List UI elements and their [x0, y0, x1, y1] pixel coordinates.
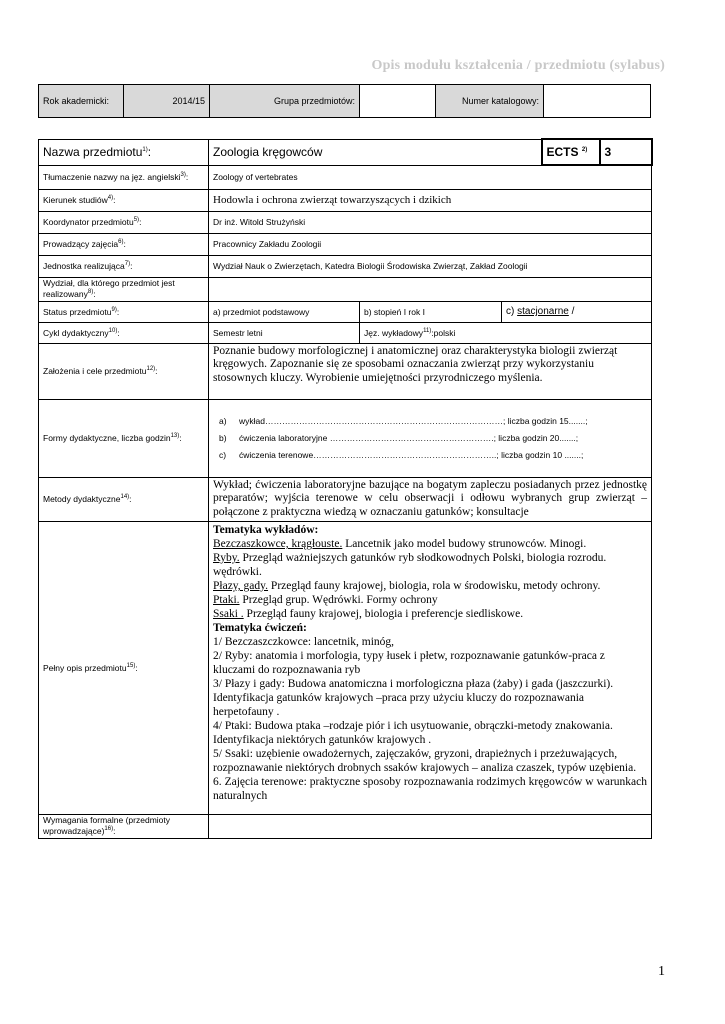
row-metody	[39, 477, 652, 521]
zal-label: Założenia i cele przedmiotu$^{12)}$:	[39, 343, 209, 399]
status-c: c) stacjonarne /	[502, 301, 652, 322]
wyklad-topic: Ptaki. Przegląd grup. Wędrówki. Formy ochrony	[213, 593, 438, 606]
wyklad-topic: Płazy, gady. Przegląd fauny krajowej, biologia, rola w środowisku, metody ochrony.	[213, 579, 601, 592]
wydz-value	[209, 277, 652, 301]
status-b: b) stopień I rok I	[360, 301, 502, 322]
row-wymagania	[39, 814, 652, 838]
top-info-bar	[38, 84, 651, 118]
document-title: Opis modułu kształcenia / przedmiotu (sylabus)	[371, 58, 665, 73]
pelny-label: Pełny opis przedmiotu$^{15)}$:	[39, 521, 209, 814]
prow-label: Prowadzący zajęcia$^{6)}$:	[39, 233, 209, 255]
rok-value: 2014/15	[124, 85, 210, 117]
forma-item: b) ćwiczenia laboratoryjne ………………………………………………….; liczba godzin 20.......;	[219, 432, 579, 443]
status-a: a) przedmiot podstawowy	[209, 301, 360, 322]
cwiczenie-topic: 1/ Bezczaszczkowce: lancetnik, minóg,	[213, 636, 395, 649]
zal-value: Poznanie budowy morfologicznej i anatomicznej oraz charakterystyka biologii zwierząt kręgowych. Zapoznanie się ze sposobami oznaczania zwierząt przy wykorzystaniu stosownych kluczy. Wyrobienie umiejętności przyrodniczego myślenia.	[209, 343, 652, 399]
koord-value: Dr inż. Witold Strużyński	[209, 211, 652, 233]
tlum-value: Zoology of vertebrates	[209, 165, 652, 189]
cykl-label: Cykl dydaktyczny$^{10)}$:	[39, 322, 209, 343]
wyklady-heading: Tematyka wykładów:	[213, 523, 319, 536]
wyklad-topic: Ssaki . Przegląd fauny krajowej, biologia i preferencje siedliskowe.	[213, 607, 524, 620]
row-cykl	[39, 322, 652, 343]
wydz-label: Wydział, dla którego przedmiot jest realizowany$^{8)}$:	[39, 277, 209, 301]
rok-label: Rok akademicki:	[39, 85, 124, 117]
row-kierunek	[39, 189, 652, 211]
row-formy	[39, 399, 652, 477]
row-wydzial	[39, 277, 652, 301]
cwiczenie-topic: 5/ Ssaki: uzębienie owadożernych, zajęczaków, gryzoni, drapieżnych i przeżuwających, rozpoznawanie niektórych drobnych ssaków krajowych – analiza czaszek, typów uzębienia.	[213, 748, 637, 775]
wymag-value	[209, 814, 652, 838]
forma-item: a) wykład…………………………………………………………………………; liczba godzin 15.......;	[219, 415, 588, 426]
kier-label: Kierunek studiów$^{4)}$:	[39, 189, 209, 211]
jezyk-cell: Jęz. wykładowy$^{11)}$:polski	[360, 322, 652, 343]
cwiczenie-topic: 4/ Ptaki: Budowa ptaka –rodzaje piór i ich usytuowanie, obrączki-metody znakowania. Identyfikacja niektórych gatunków krajowych .	[213, 720, 613, 747]
grupa-value	[360, 85, 436, 117]
cwiczenie-topic: 3/ Płazy i gady: Budowa anatomiczna i morfologiczna płaza (żaby) i gada (jaszczurki). Identyfikacja gatunków krajowych –praca przy użyciu kluczy do rozpoznawania herpetofauny .	[213, 678, 614, 719]
pelny-value	[209, 521, 652, 814]
row-jednostka	[39, 255, 652, 277]
nazwa-value: Zoologia kręgowców	[209, 139, 542, 165]
row-zalozenia	[39, 343, 652, 399]
cykl-value: Semestr letni	[209, 322, 360, 343]
ects-value: 3	[600, 139, 652, 165]
metody-value: Wykład; ćwiczenia laboratoryjne bazujące na bogatym zapleczu posiadanych przez jednostkę preparatów; wyjścia terenowe w celu obserwacji i odłowu wybranych grup zwierząt –połączone z praktyczna wiedzą w oznaczaniu gatunków; konsultacje	[209, 477, 652, 521]
tlum-label: Tłumaczenie nazwy na jęz. angielski$^{3)}$:	[39, 165, 209, 189]
syllabus-table	[38, 138, 653, 839]
row-nazwa	[39, 139, 652, 165]
wyklad-topic: Bezczaszkowce, krągłouste. Lancetnik jako model budowy strunowców. Minogi.	[213, 537, 587, 550]
jedn-label: Jednostka realizująca$^{7)}$:	[39, 255, 209, 277]
row-koordynator	[39, 211, 652, 233]
page-number: 1	[658, 964, 665, 979]
numer-value	[544, 85, 650, 117]
kier-value: Hodowla i ochrona zwierząt towarzyszących i dzikich	[209, 189, 652, 211]
grupa-label: Grupa przedmiotów:	[210, 85, 360, 117]
row-pelny-opis	[39, 521, 652, 814]
wyklad-topic: Ryby. Przegląd ważniejszych gatunków ryb słodkowodnych Polski, biologia rozrodu. wędrówki.	[213, 551, 607, 578]
cwiczenie-topic: 2/ Ryby: anatomia i morfologia, typy łusek i płetw, rozpoznawanie gatunków-praca z kluczami do rozpoznawania ryb	[213, 650, 605, 677]
ects-label: ECTS $^{2)}$	[542, 139, 600, 165]
status-label: Status przedmiotu$^{9)}$:	[39, 301, 209, 322]
formy-label: Formy dydaktyczne, liczba godzin$^{13)}$:	[39, 399, 209, 477]
numer-label: Numer katalogowy:	[436, 85, 544, 117]
row-status	[39, 301, 652, 322]
cwiczenia-heading: Tematyka ćwiczeń:	[213, 622, 307, 634]
wymag-label: Wymagania formalne (przedmioty wprowadzające)$^{16)}$:	[39, 814, 209, 838]
formy-list	[209, 399, 652, 477]
metody-label: Metody dydaktyczne$^{14)}$:	[39, 477, 209, 521]
jedn-value: Wydział Nauk o Zwierzętach, Katedra Biologii Środowiska Zwierząt, Zakład Zoologii	[209, 255, 652, 277]
row-tlumaczenie	[39, 165, 652, 189]
nazwa-label: Nazwa przedmiotu$^{1)}$:	[39, 139, 209, 165]
forma-item: c) ćwiczenia terenowe………………………………………………………..; liczba godzin 10 .......;	[219, 449, 584, 460]
row-prowadzacy	[39, 233, 652, 255]
koord-label: Koordynator przedmiotu$^{5)}$:	[39, 211, 209, 233]
prow-value: Pracownicy Zakładu Zoologii	[209, 233, 652, 255]
cwiczenie-topic: 6. Zajęcia terenowe: praktyczne sposoby rozpoznawania rodzimych kręgowców w warunkach naturalnych	[213, 776, 648, 803]
